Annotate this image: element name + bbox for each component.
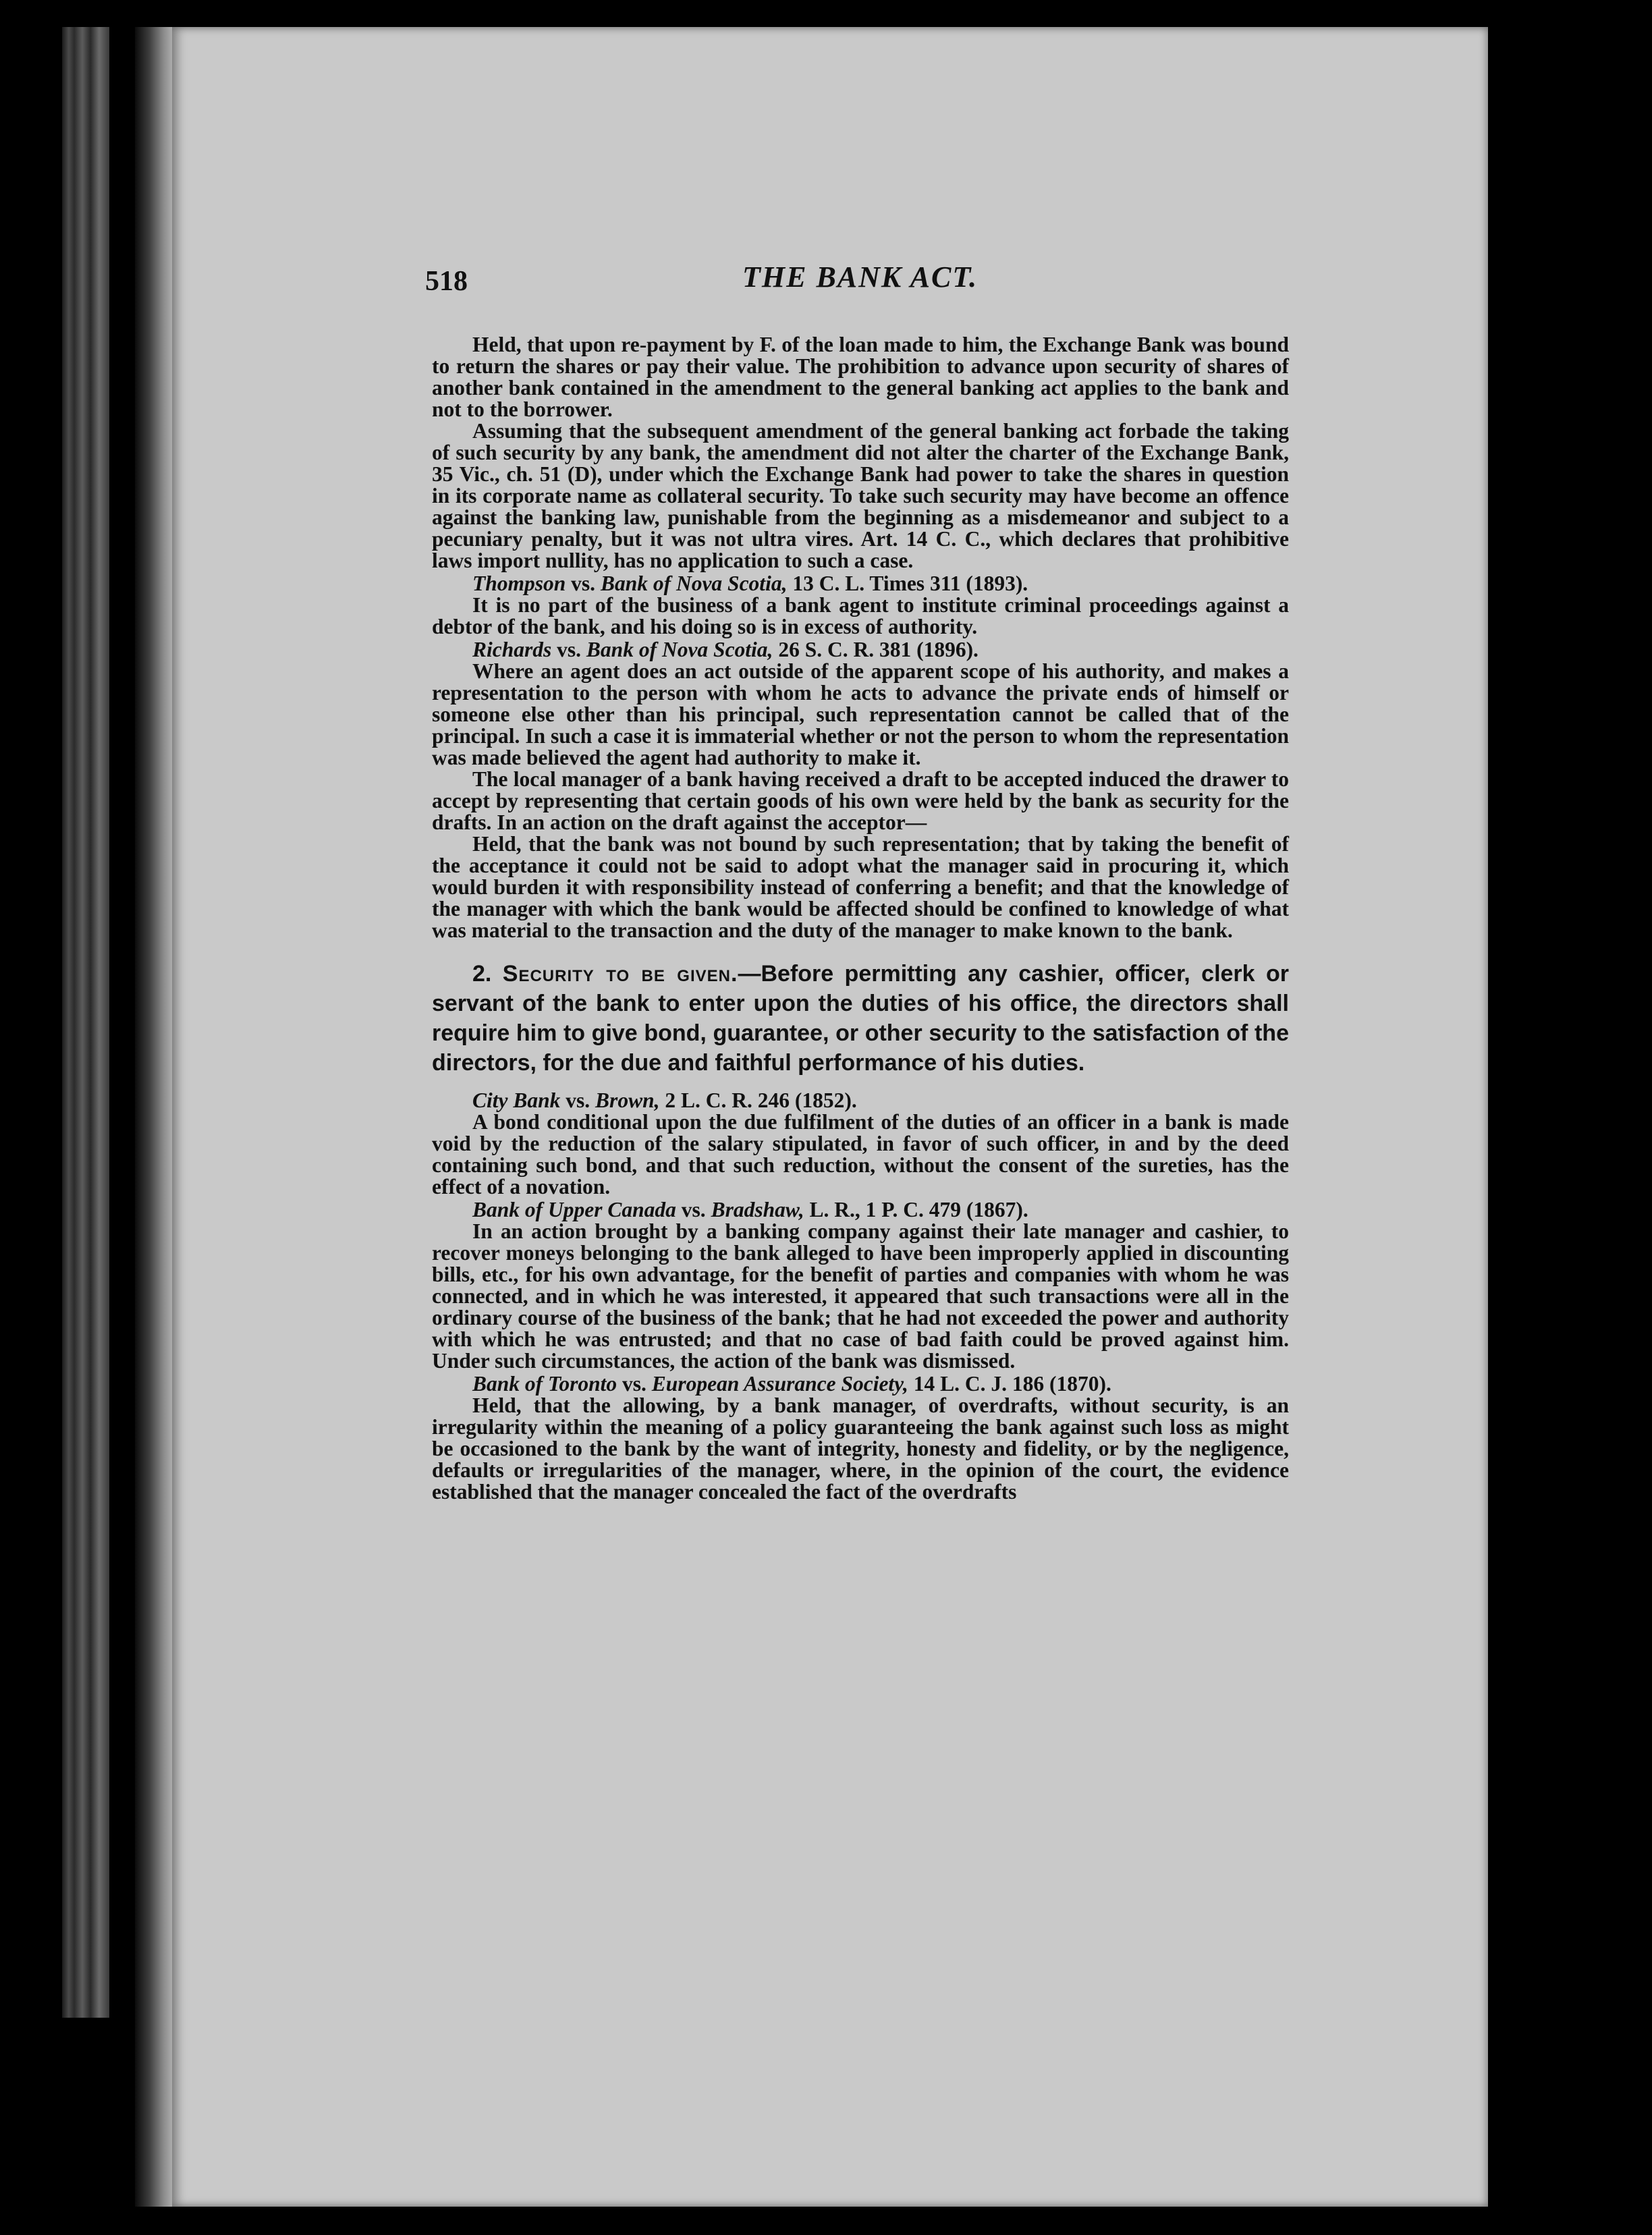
case-reference: 26 S. C. R. 381 (1896). — [773, 638, 979, 661]
section-number: 2. — [472, 961, 503, 987]
case-reference: L. R., 1 P. C. 479 (1867). — [804, 1198, 1028, 1221]
paragraph-bond-conditional: A bond conditional upon the due fulfilment of the duties of an officer in a bank is made void by the reduction of the salary stipulated, in favor of such officer, in and by the deed containing such bond, and that such reduction, without the consent of the sureties, has the effect of a novation. — [432, 1110, 1289, 1198]
case-reference: 13 C. L. Times 311 (1893). — [787, 572, 1028, 595]
case-party: European Assurance Society, — [651, 1372, 908, 1396]
case-party: Brown, — [595, 1088, 660, 1112]
case-vs: vs. — [560, 1088, 596, 1112]
paragraph-assuming-amendment: Assuming that the subsequent amendment of the general banking act forbade the taking of such security by any bank, the amendment did not alter the charter of the Exchange Bank, 35 Vic., ch. 51 (D), under which the Exchange Bank had power to take the shares in question in its corporate name as collateral security. To take such security may have become an offence against the banking law, punishable from the beginning as a misdemeanor and subject to a pecuniary penalty, but it was not ultra vires. Art. 14 C. C., which declares that prohibitive laws import nullity, has no application to such a case. — [432, 419, 1289, 572]
case-citation-bank-of-toronto — [432, 1373, 1289, 1395]
paragraph-held-not-bound: Held, that the bank was not bound by such representation; that by taking the benefit of the acceptance it could not be said to adopt what the manager said in procuring it, which would burden it with responsibility instead of conferring a benefit; and that the knowledge of the manager with which the bank would be affected should be confined to knowledge of what was material to the transaction and the duty of the manager to make known to the bank. — [432, 832, 1289, 942]
case-party: Bank of Nova Scotia, — [600, 572, 788, 595]
page-text — [425, 260, 1289, 1503]
paragraph-banking-company-action: In an action brought by a banking company against their late manager and cashier, to recover moneys belonging to the bank alleged to have been improperly applied in discounting bills, etc., for his own advantage, for the benefit of parties and companies with whom he was connected, and in which he was interested, it appeared that such transactions were all in the ordinary course of the business of the bank; that he had not exceeded the power and authority with which he was entrusted; and that no case of bad faith could be proved against him. Under such circumstances, the action of the bank was dismissed. — [432, 1219, 1289, 1373]
paragraph-criminal-proceedings: It is no part of the business of a bank agent to institute criminal proceedings against a debtor of the bank, and his doing so is in excess of authority. — [432, 593, 1289, 638]
page-number: 518 — [425, 266, 468, 297]
case-party: Bank of Upper Canada — [472, 1198, 676, 1221]
paragraph-held-overdrafts: Held, that the allowing, by a bank manager, of overdrafts, without security, is an irregularity within the meaning of a policy guaranteeing the bank against such loss as might be occasioned to the bank by the want of integrity, honesty and fidelity, or by the negligence, defaults or irregularities of the manager, where, in the opinion of the court, the evidence established that the manager concealed the fact of the overdrafts — [432, 1394, 1289, 1503]
page-header — [425, 260, 1289, 307]
case-citation-thompson — [432, 573, 1289, 595]
book-binding-edge — [62, 27, 109, 2018]
case-reference: 14 L. C. J. 186 (1870). — [908, 1372, 1111, 1396]
statute-section-security — [432, 959, 1289, 1078]
case-citation-city-bank — [432, 1090, 1289, 1111]
case-party: Bradshaw, — [711, 1198, 804, 1221]
paragraph-agent-authority: Where an agent does an act outside of the apparent scope of his authority, and makes a representation to the person with whom he acts to advance the private ends of himself or someone else other than his principal, such representation cannot be called that of the principal. In such a case it is immaterial whether or not the person to whom the representation was made believed the agent had authority to make it. — [432, 659, 1289, 769]
running-head: THE BANK ACT. — [742, 260, 979, 294]
case-party: Bank of Nova Scotia, — [586, 638, 773, 661]
case-party: Richards — [472, 638, 552, 661]
case-reference: 2 L. C. R. 246 (1852). — [659, 1088, 857, 1112]
paragraph-held-exchange-bank: Held, that upon re-payment by F. of the loan made to him, the Exchange Bank was bound to return the shares or pay their value. The prohibition to advance upon security of shares of another bank contained in the amendment to the general banking act applies to the bank and not to the borrower. — [432, 333, 1289, 421]
case-party: Bank of Toronto — [472, 1372, 617, 1396]
case-citation-upper-canada — [432, 1199, 1289, 1221]
case-vs: vs. — [617, 1372, 652, 1396]
case-party: City Bank — [472, 1088, 561, 1112]
case-vs: vs. — [551, 638, 586, 661]
paragraph-local-manager: The local manager of a bank having received a draft to be accepted induced the drawer to accept by representing that certain goods of his own were held by the bank as security for the drafts. In an action on the draft against the acceptor— — [432, 767, 1289, 834]
section-text: —Before permitting any cashier, officer, clerk or servant of the bank to enter upon the duties of his office, the directors shall require him to give bond, guarantee, or other security to the satisfaction of the directors, for the due and faithful performance of his duties. — [432, 961, 1289, 1076]
case-party: Thompson — [472, 572, 566, 595]
case-citation-richards — [432, 639, 1289, 661]
section-title: Security to be given. — [502, 961, 738, 987]
case-vs: vs. — [676, 1198, 711, 1221]
case-vs: vs. — [566, 572, 601, 595]
page-gutter-shadow — [135, 27, 175, 2207]
